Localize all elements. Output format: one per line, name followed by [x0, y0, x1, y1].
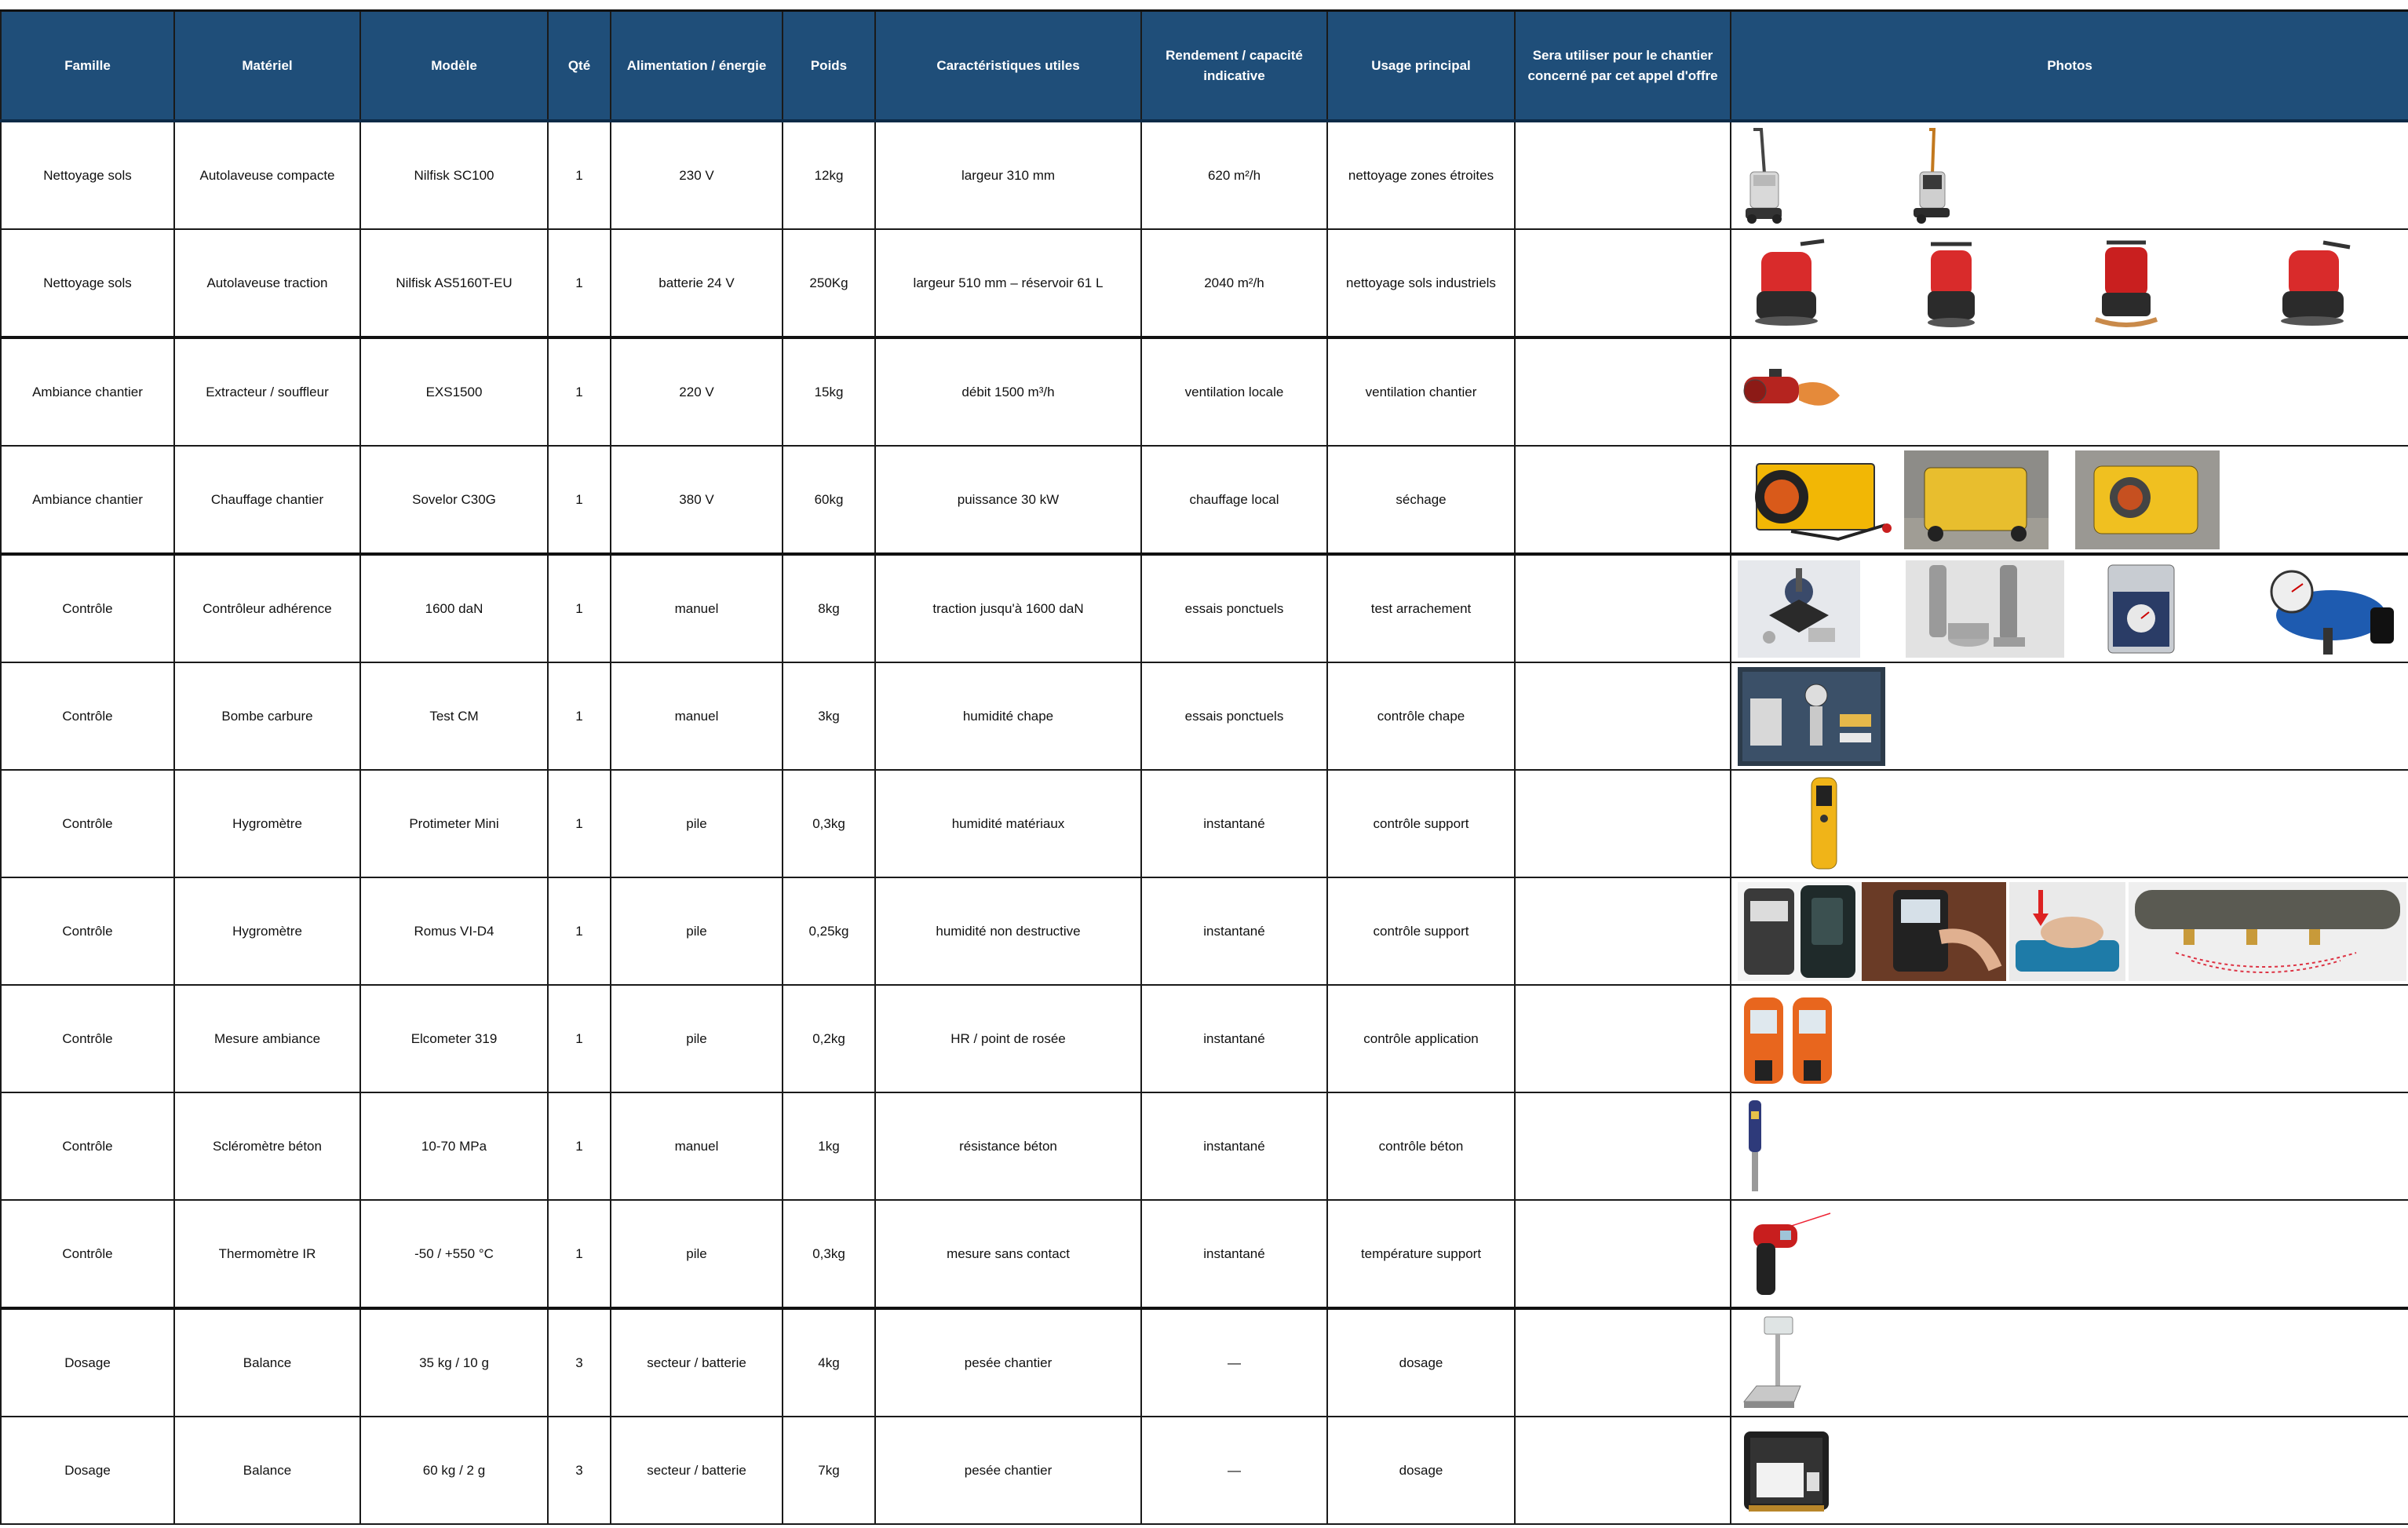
cell-alimentation: pile [611, 985, 783, 1092]
cell-materiel: Balance [174, 1308, 360, 1417]
cell-qte: 1 [548, 770, 611, 877]
table-row [1, 1308, 2408, 1417]
table-row [1, 877, 2408, 985]
cell-caracteristiques: humidité non destructive [875, 877, 1141, 985]
cell-usage: dosage [1327, 1308, 1515, 1417]
table-row [1, 1092, 2408, 1200]
cell-chantier[interactable] [1515, 121, 1731, 229]
table-row [1, 770, 2408, 877]
cell-materiel: Extracteur / souffleur [174, 337, 360, 446]
cell-famille: Nettoyage sols [1, 121, 174, 229]
cell-rendement: instantané [1141, 985, 1327, 1092]
cell-rendement: essais ponctuels [1141, 554, 1327, 662]
cell-poids: 7kg [783, 1417, 875, 1524]
cell-modele: Romus VI-D4 [360, 877, 548, 985]
cell-materiel: Thermomètre IR [174, 1200, 360, 1308]
cell-caracteristiques: traction jusqu'à 1600 daN [875, 554, 1141, 662]
cell-chantier[interactable] [1515, 1200, 1731, 1308]
cell-famille: Contrôle [1, 770, 174, 877]
cell-usage: température support [1327, 1200, 1515, 1308]
cell-rendement: chauffage local [1141, 446, 1327, 554]
header-alimentation: Alimentation / énergie [611, 11, 783, 122]
cell-usage: contrôle support [1327, 877, 1515, 985]
cell-famille: Nettoyage sols [1, 229, 174, 337]
cell-poids: 8kg [783, 554, 875, 662]
cell-famille: Contrôle [1, 1092, 174, 1200]
cell-famille: Dosage [1, 1308, 174, 1417]
cell-usage: nettoyage zones étroites [1327, 121, 1515, 229]
cell-chantier[interactable] [1515, 554, 1731, 662]
cell-photos [1731, 1417, 2408, 1524]
platform-scale-photo [1741, 1314, 1804, 1413]
cell-poids: 3kg [783, 662, 875, 770]
cell-usage: contrôle support [1327, 770, 1515, 877]
cell-rendement: instantané [1141, 1200, 1327, 1308]
cell-caracteristiques: pesée chantier [875, 1308, 1141, 1417]
cell-photos [1731, 229, 2408, 337]
heater-photo-1 [1744, 453, 1901, 547]
traction-scrubber-photo-2 [1920, 236, 1983, 330]
extractor-photo [1738, 361, 1848, 424]
cell-poids: 1kg [783, 1092, 875, 1200]
equipment-table [0, 9, 2408, 1525]
cell-usage: contrôle application [1327, 985, 1515, 1092]
table-row [1, 985, 2408, 1092]
compact-scrubber-photo [1738, 126, 1788, 225]
cell-materiel: Mesure ambiance [174, 985, 360, 1092]
cell-modele: -50 / +550 °C [360, 1200, 548, 1308]
cell-rendement: 2040 m²/h [1141, 229, 1327, 337]
cell-caracteristiques: humidité matériaux [875, 770, 1141, 877]
cell-qte: 1 [548, 1200, 611, 1308]
cell-poids: 0,25kg [783, 877, 875, 985]
cell-usage: dosage [1327, 1417, 1515, 1524]
adhesion-dollies-photo [1906, 560, 2064, 658]
cell-photos [1731, 1308, 2408, 1417]
cell-alimentation: pile [611, 1200, 783, 1308]
cell-poids: 0,3kg [783, 1200, 875, 1308]
cell-photos [1731, 121, 2408, 229]
header-caracteristiques: Caractéristiques utiles [875, 11, 1141, 122]
header-qte: Qté [548, 11, 611, 122]
cell-photos [1731, 1200, 2408, 1308]
compact-scrubber-side-photo [1906, 126, 1956, 225]
cell-modele: Nilfisk SC100 [360, 121, 548, 229]
cell-modele: EXS1500 [360, 337, 548, 446]
header-row [1, 11, 2408, 122]
cell-famille: Contrôle [1, 554, 174, 662]
cell-materiel: Contrôleur adhérence [174, 554, 360, 662]
cell-rendement: — [1141, 1308, 1327, 1417]
adhesion-tester-photo-1 [1738, 560, 1860, 658]
cell-alimentation: manuel [611, 1092, 783, 1200]
table-row [1, 229, 2408, 337]
cell-photos [1731, 770, 2408, 877]
header-rendement: Rendement / capacité indicative [1141, 11, 1327, 122]
cell-chantier[interactable] [1515, 1092, 1731, 1200]
cell-chantier[interactable] [1515, 877, 1731, 985]
cell-alimentation: 380 V [611, 446, 783, 554]
cell-famille: Contrôle [1, 1200, 174, 1308]
traction-scrubber-photo-1 [1746, 236, 1832, 330]
cell-chantier[interactable] [1515, 1417, 1731, 1524]
cell-caracteristiques: HR / point de rosée [875, 985, 1141, 1092]
table-row [1, 554, 2408, 662]
cell-materiel: Autolaveuse traction [174, 229, 360, 337]
cell-famille: Ambiance chantier [1, 337, 174, 446]
header-poids: Poids [783, 11, 875, 122]
traction-scrubber-photo-4 [2268, 236, 2355, 330]
cell-poids: 4kg [783, 1308, 875, 1417]
romus-sensor-photo [2129, 882, 2406, 981]
table-row [1, 337, 2408, 446]
cell-modele: Protimeter Mini [360, 770, 548, 877]
romus-hand-photo [2009, 882, 2125, 981]
cell-usage: nettoyage sols industriels [1327, 229, 1515, 337]
cell-chantier[interactable] [1515, 1308, 1731, 1417]
cell-materiel: Bombe carbure [174, 662, 360, 770]
cell-materiel: Autolaveuse compacte [174, 121, 360, 229]
cell-modele: Sovelor C30G [360, 446, 548, 554]
cell-alimentation: secteur / batterie [611, 1417, 783, 1524]
cell-photos [1731, 554, 2408, 662]
cell-famille: Contrôle [1, 985, 174, 1092]
cell-qte: 1 [548, 877, 611, 985]
traction-scrubber-photo-3 [2092, 236, 2160, 330]
cell-poids: 0,2kg [783, 985, 875, 1092]
cell-qte: 1 [548, 446, 611, 554]
cell-famille: Contrôle [1, 877, 174, 985]
cell-poids: 15kg [783, 337, 875, 446]
cell-photos [1731, 877, 2408, 985]
cell-alimentation: manuel [611, 554, 783, 662]
romus-usage-photo [1862, 882, 2006, 981]
cm-test-kit-photo [1738, 667, 1885, 766]
cell-alimentation: manuel [611, 662, 783, 770]
cell-photos [1731, 446, 2408, 554]
cell-caracteristiques: mesure sans contact [875, 1200, 1141, 1308]
cell-usage: contrôle chape [1327, 662, 1515, 770]
cell-materiel: Hygromètre [174, 770, 360, 877]
heater-photo-2 [1904, 450, 2049, 549]
cell-chantier[interactable] [1515, 770, 1731, 877]
cell-rendement: 620 m²/h [1141, 121, 1327, 229]
header-modele: Modèle [360, 11, 548, 122]
cell-materiel: Chauffage chantier [174, 446, 360, 554]
cell-poids: 60kg [783, 446, 875, 554]
adhesion-gauge-photo [2237, 560, 2399, 658]
cell-qte: 1 [548, 662, 611, 770]
cell-materiel: Scléromètre béton [174, 1092, 360, 1200]
cell-modele: Elcometer 319 [360, 985, 548, 1092]
cell-modele: 10-70 MPa [360, 1092, 548, 1200]
elcometer-photo [1739, 990, 1841, 1089]
cell-materiel: Hygromètre [174, 877, 360, 985]
header-photos: Photos [1731, 11, 2408, 122]
cell-poids: 12kg [783, 121, 875, 229]
cell-caracteristiques: résistance béton [875, 1092, 1141, 1200]
cell-materiel: Balance [174, 1417, 360, 1524]
cell-caracteristiques: puissance 30 kW [875, 446, 1141, 554]
romus-device-photo [1738, 882, 1862, 981]
cell-famille: Contrôle [1, 662, 174, 770]
cell-modele: 35 kg / 10 g [360, 1308, 548, 1417]
cell-modele: Test CM [360, 662, 548, 770]
table-row [1, 662, 2408, 770]
heater-photo-3 [2075, 450, 2220, 549]
cell-qte: 1 [548, 229, 611, 337]
table-row [1, 1200, 2408, 1308]
cell-poids: 250Kg [783, 229, 875, 337]
header-chantier: Sera utiliser pour le chantier concerné par cet appel d'offre [1515, 11, 1731, 122]
cell-alimentation: secteur / batterie [611, 1308, 783, 1417]
cell-chantier[interactable] [1515, 337, 1731, 446]
cell-photos [1731, 662, 2408, 770]
header-materiel: Matériel [174, 11, 360, 122]
cell-caracteristiques: humidité chape [875, 662, 1141, 770]
cell-modele: 60 kg / 2 g [360, 1417, 548, 1524]
case-scale-photo [1741, 1424, 1832, 1518]
cell-qte: 3 [548, 1417, 611, 1524]
cell-rendement: instantané [1141, 770, 1327, 877]
cell-caracteristiques: pesée chantier [875, 1417, 1141, 1524]
cell-caracteristiques: largeur 510 mm – réservoir 61 L [875, 229, 1141, 337]
cell-photos [1731, 1092, 2408, 1200]
cell-qte: 1 [548, 337, 611, 446]
table-row [1, 446, 2408, 554]
cell-qte: 1 [548, 1092, 611, 1200]
cell-alimentation: pile [611, 877, 783, 985]
cell-caracteristiques: débit 1500 m³/h [875, 337, 1141, 446]
cell-famille: Ambiance chantier [1, 446, 174, 554]
cell-qte: 1 [548, 121, 611, 229]
adhesion-case-photo [2103, 560, 2179, 658]
cell-rendement: instantané [1141, 877, 1327, 985]
cell-chantier[interactable] [1515, 985, 1731, 1092]
cell-caracteristiques: largeur 310 mm [875, 121, 1141, 229]
cell-poids: 0,3kg [783, 770, 875, 877]
cell-usage: ventilation chantier [1327, 337, 1515, 446]
cell-photos [1731, 985, 2408, 1092]
cell-rendement: ventilation locale [1141, 337, 1327, 446]
cell-usage: séchage [1327, 446, 1515, 554]
cell-qte: 1 [548, 985, 611, 1092]
cell-alimentation: pile [611, 770, 783, 877]
cell-rendement: instantané [1141, 1092, 1327, 1200]
protimeter-photo [1805, 775, 1843, 873]
cell-rendement: essais ponctuels [1141, 662, 1327, 770]
cell-modele: 1600 daN [360, 554, 548, 662]
ir-thermometer-photo [1746, 1207, 1832, 1301]
header-famille: Famille [1, 11, 174, 122]
cell-usage: test arrachement [1327, 554, 1515, 662]
cell-famille: Dosage [1, 1417, 174, 1524]
table-row [1, 1417, 2408, 1524]
cell-alimentation: 230 V [611, 121, 783, 229]
cell-qte: 1 [548, 554, 611, 662]
cell-rendement: — [1141, 1417, 1327, 1524]
cell-chantier[interactable] [1515, 446, 1731, 554]
sclerometer-photo [1744, 1097, 1768, 1196]
cell-usage: contrôle béton [1327, 1092, 1515, 1200]
table-row [1, 121, 2408, 229]
header-usage: Usage principal [1327, 11, 1515, 122]
cell-alimentation: 220 V [611, 337, 783, 446]
cell-alimentation: batterie 24 V [611, 229, 783, 337]
cell-qte: 3 [548, 1308, 611, 1417]
cell-modele: Nilfisk AS5160T-EU [360, 229, 548, 337]
cell-chantier[interactable] [1515, 662, 1731, 770]
cell-chantier[interactable] [1515, 229, 1731, 337]
cell-photos [1731, 337, 2408, 446]
